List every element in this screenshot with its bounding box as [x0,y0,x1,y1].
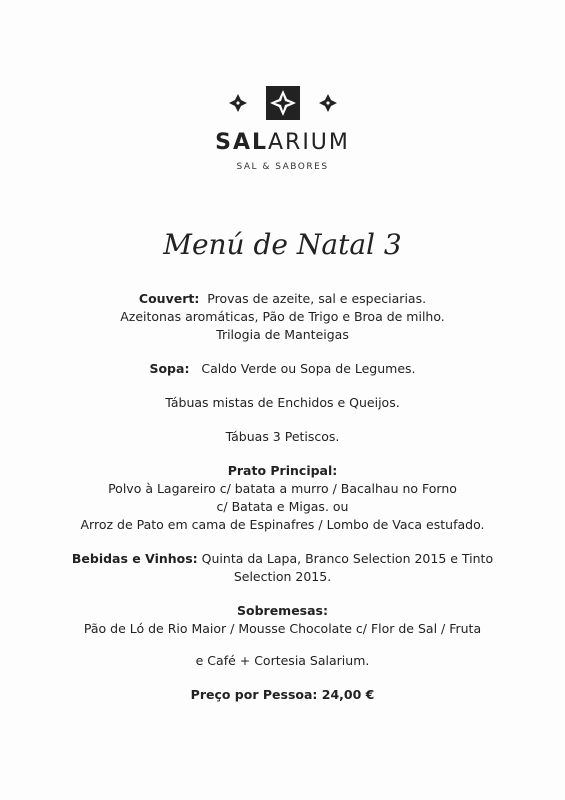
brand-name [0,130,565,155]
sobremesas-line-1: Pão de Ló de Rio Maior / Mousse Chocolate c/ Flor de Sal / Fruta [83,621,482,636]
couvert-text-1: Provas de azeite, sal e especiarias. [207,291,427,306]
bebidas-line-2: Selection 2015. [233,569,332,584]
brand-tagline: SAL & SABORES [236,162,329,172]
sopa-text: Caldo Verde ou Sopa de Legumes. [201,361,416,376]
cross-emblem-icon [228,85,338,121]
brand-name-bold: SAL [215,130,268,155]
brand-name-light: ARIUM [267,130,350,155]
couvert-label: Couvert: [138,291,200,306]
sopa-label: Sopa: [149,361,190,376]
sobremesas-label: Sobremesas: [237,603,328,618]
prato-line-3: Arroz de Pato em cama de Espinafres / Lombo de Vaca estufado. [80,517,485,532]
preco-por-pessoa: Preço por Pessoa: 24,00 € [190,687,375,702]
sopa-line [40,360,525,378]
couvert-line-2: Azeitonas aromáticas, Pão de Trigo e Broa de milho. [120,309,445,324]
bebidas-label: Bebidas e Vinhos: [71,551,198,566]
prato-line-1: Polvo à Lagareiro c/ batata a murro / Bacalhau no Forno [108,481,457,496]
prato-label: Prato Principal: [227,463,338,478]
tabuas-mistas: Tábuas mistas de Enchidos e Queijos. [165,395,400,410]
menu-content [40,290,525,704]
prato-line-2: c/ Batata e Migas. ou [216,499,349,514]
couvert-line-1 [40,290,525,308]
bebidas-line-1 [40,550,525,568]
sobremesas-line-2: e Café + Cortesia Salarium. [195,653,370,668]
bebidas-text-1: Quinta da Lapa, Branco Selection 2015 e Tinto [201,551,494,566]
couvert-line-3: Trilogia de Manteigas [216,327,349,342]
menu-title: Menú de Natal 3 [163,228,402,261]
tabuas-petiscos: Tábuas 3 Petiscos. [225,429,340,444]
